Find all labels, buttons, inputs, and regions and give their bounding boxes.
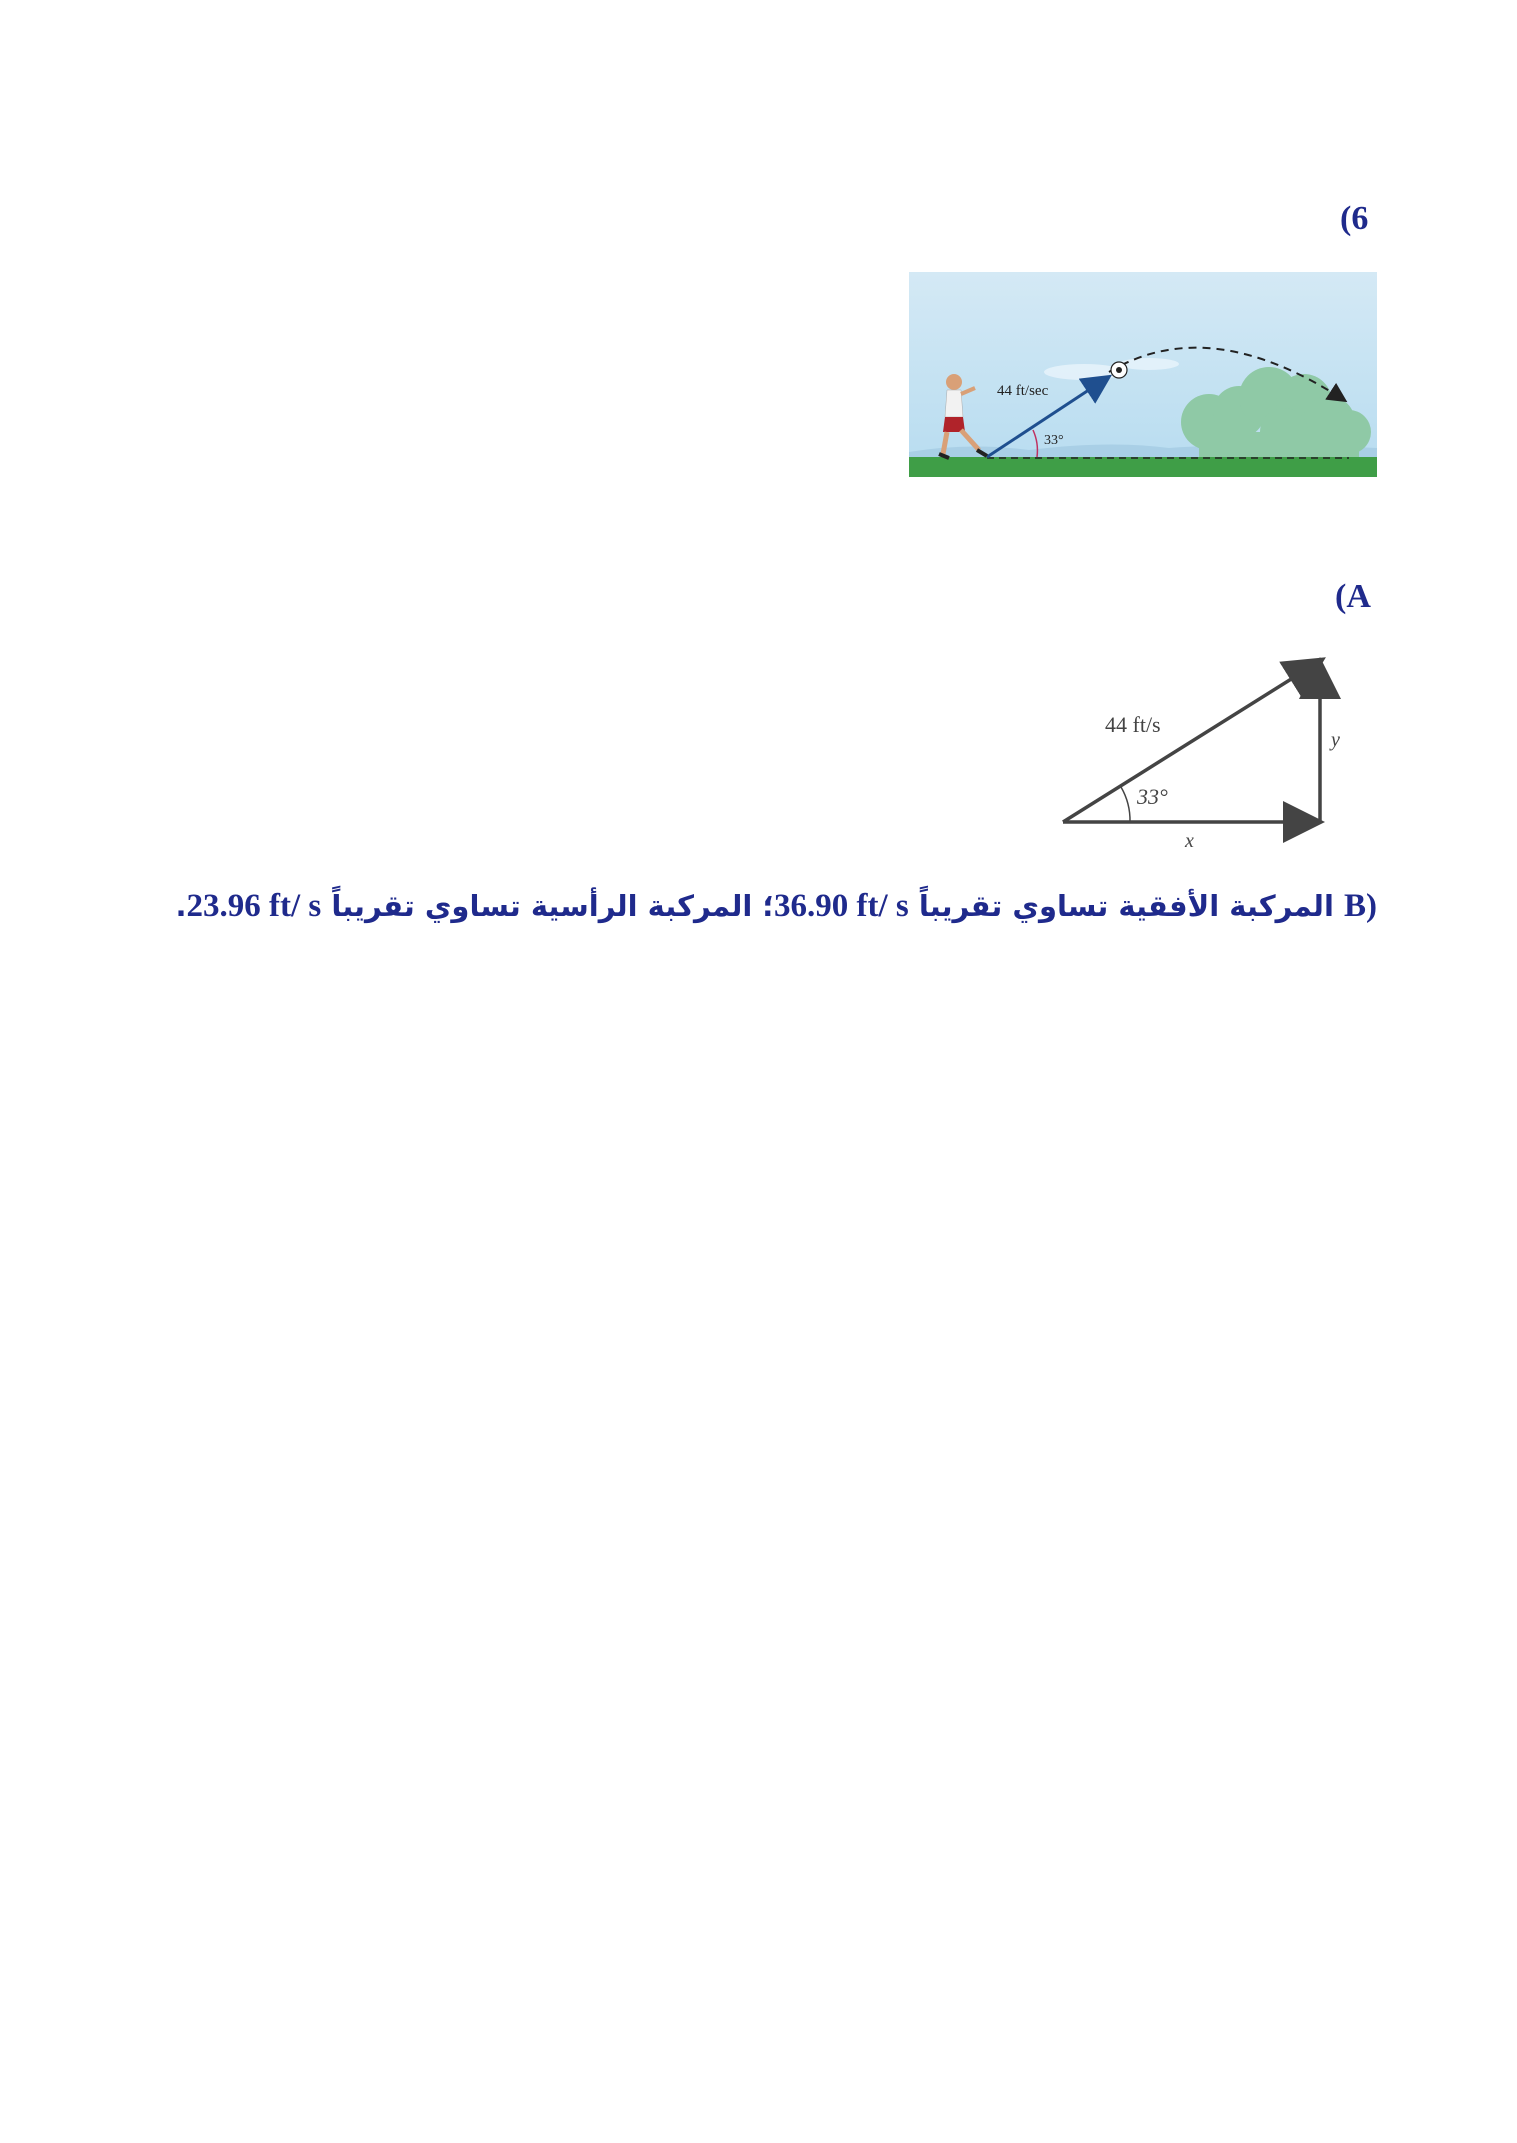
horizontal-component-value: 36.90 ft/ s bbox=[774, 888, 909, 924]
vertical-component-text: المركبة الرأسية تساوي تقريباً bbox=[331, 889, 753, 923]
answer-separator: ؛ bbox=[762, 889, 774, 923]
speed-label: 44 ft/sec bbox=[997, 383, 1049, 399]
part-a-label: (A bbox=[1335, 578, 1371, 615]
ground bbox=[909, 457, 1377, 477]
answer-end: . bbox=[175, 889, 187, 923]
horizontal-label: x bbox=[1185, 830, 1194, 852]
kick-angle-label: 33° bbox=[1044, 433, 1064, 448]
part-b-answer bbox=[175, 888, 1377, 925]
triangle-angle-label: 33° bbox=[1137, 784, 1168, 809]
vector-components-diagram bbox=[1055, 652, 1345, 852]
hypotenuse-vector bbox=[1063, 661, 1320, 822]
soccer-ball-icon bbox=[1111, 362, 1127, 378]
question-number: (6 bbox=[1340, 200, 1369, 237]
hypotenuse-label: 44 ft/s bbox=[1105, 712, 1161, 737]
vertical-label: y bbox=[1331, 729, 1340, 751]
vertical-component-value: 23.96 ft/ s bbox=[186, 888, 322, 924]
soccer-kick-figure bbox=[909, 272, 1377, 477]
part-b-label: B) bbox=[1344, 888, 1377, 924]
horizontal-component-text: المركبة الأفقية تساوي تقريباً bbox=[918, 889, 1334, 923]
